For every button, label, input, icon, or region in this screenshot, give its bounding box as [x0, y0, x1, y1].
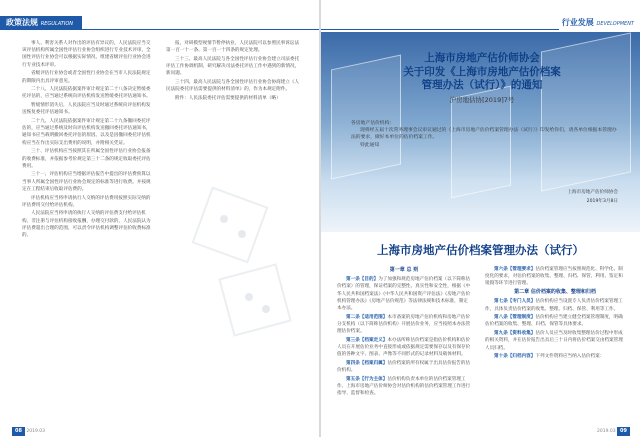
article-number: 第五条	[346, 376, 360, 382]
notice-title-line-2: 关于印发《上海市房地产估价档案	[403, 65, 561, 78]
article-text: 估价档案管理应当按照规范化、科学化、制度化的要求，对估价档案的收集、整理、归档、保管、利用、鉴定和销毁等环节进行管理。	[485, 267, 623, 287]
right-page	[321, 0, 640, 437]
right-footer	[597, 426, 630, 437]
article-number: 第六条	[494, 267, 508, 272]
article-number: 第一条	[346, 277, 360, 283]
section-header-en: DEVELOPMENT	[596, 21, 634, 27]
section-header-development	[562, 16, 640, 30]
chapter-title: 估价档案的收集、整理和归档	[530, 289, 596, 296]
article-heading: 【管理制度】	[507, 315, 536, 321]
article-heading: 【归档内容】	[507, 354, 536, 360]
notice-closing: 特此通知	[360, 142, 380, 148]
article-heading: 【专门人员】	[507, 299, 536, 305]
page-number: 09	[617, 427, 630, 436]
dice-watermark-image	[180, 175, 300, 365]
paragraph: 人民法院应当将申请的执行人交纳的评估费支付给评估机构。非注册与评估机构接收报酬，办理交付款的，人民法院认为评估费超出合理的范围，可以责令评估机构调整评估价收费标准的。	[22, 211, 151, 239]
paragraph: 三十四、最高人民法院与各全国性评估行业协会协商建立《人民法院委托评估需要提供的材料清单》的，作为本规定附件。	[166, 80, 300, 93]
regulation-main-title: 上海市房地产估价档案管理办法（试行）	[377, 243, 584, 257]
article-text: 估价机构应当设置专人负责估价档案管理工作，具体负责估价档案的收集、整理、归档、保管、利用等工作。	[485, 299, 623, 312]
article-heading: 【档案归属】	[359, 360, 388, 366]
article-number: 第十条	[494, 354, 508, 360]
article	[485, 330, 625, 352]
notice-salutation: 各房地产估价机构：	[351, 121, 395, 126]
article	[485, 298, 625, 312]
paragraph: 报，对研模型视情节暂停执业，人民法院可以参照民事诉讼法第一百一十一条、第一百一十四条的规定处理。	[166, 41, 300, 54]
article-number: 第九条	[494, 331, 508, 337]
article-heading: 【管理要求】	[507, 267, 536, 272]
paragraph: 评估机构应当将申请执行人交纳的评估费用按照实际交纳的评估费用交付给评估机构。	[22, 195, 151, 208]
paragraph: 事人、利害关系人对作出的评估有异议的，人民法院应当交该评估机构所属全国性评估行业协会组织进行专业技术评审，全国性评估行业协会可以根据实际情况，组建省级评估行业协会进行专业技术评审。	[22, 41, 151, 68]
notice-text: 现将经五届十次常务理事会议审议通过的《上海市房地产估价档案管理办法（试行）》印发给你们，请各单位根据本管理办法的要求，做好本单位的估价档案工作。	[351, 128, 617, 141]
notice-title-block	[357, 52, 607, 104]
article-number: 第三条	[346, 337, 360, 343]
right-column-2	[485, 266, 625, 362]
chapter-heading: 第一章 总 则	[389, 267, 419, 273]
paragraph: 三十一、评估机构应当增据评估报告中提出的评估费预算以当事人所属全国性评估行业协会规定的标准等进行收费。并按规定在工程结束后收取评估费的。	[22, 172, 151, 192]
article-heading: 【行为主体】	[359, 376, 388, 382]
section-header-label: 行业发展	[561, 18, 594, 27]
footer-issue: 2019.03	[596, 429, 616, 434]
article-number: 第八条	[494, 315, 508, 321]
right-column-1	[337, 266, 471, 399]
article	[337, 337, 471, 359]
article	[485, 353, 625, 360]
left-footer	[12, 426, 45, 437]
article-heading: 【适用范围】	[359, 314, 388, 320]
article-text: 估价机构负责本单位的估价档案管理工作。上海市房地产估价师协会对估价机构的估价档案管理工作进行指导、监督和检查。	[337, 376, 471, 397]
notice-title-line-1: 上海市房地产估价师协会	[424, 52, 540, 64]
article-text: 估价机构应当建立健全档案管理制度，明确估价档案的收集、整理、归档、保管等具体要求。	[485, 315, 623, 328]
paragraph: 三十三、最高人民法院与各全国性评估行业协会建立司法委托评估工作协调机制，研究解决司法委托评估工作中遇到的新情况，新问题。	[166, 56, 300, 77]
article-heading: 【目的】	[359, 277, 379, 283]
left-page	[0, 0, 319, 437]
article	[485, 314, 625, 328]
article-number: 第二条	[346, 314, 360, 320]
article	[337, 376, 471, 398]
header-rule	[82, 29, 319, 30]
article-text: 为了加强和规范房地产估价档案（以下简称估价档案）的管理，保证档案的完整性、真实性和安全性，根据《中华人民共和国档案法》《中华人民共和国资产评估法》《房地产估价机构管理办法》《房地产估价规范》等法律法规和技术标准，制定本办法。	[337, 277, 471, 312]
paragraph: 省级评估行业协会或者全国性行业协会在当市人民法院规定的期限内出具评审意见。	[22, 71, 151, 84]
article-text: 估价档案的所有权属于出具估价报告的估价机构。	[337, 360, 471, 374]
section-header-en: REGULATION	[40, 21, 74, 27]
article-text: 估价人员应当及时收集整理估价过程中形成的相关资料，并在估价报告出具后三十日内将估价档案交由档案管理人员归档。	[485, 331, 623, 351]
article	[337, 276, 471, 312]
article-text: 本办法所称估价档案是指估价机构和估价人员在开展估价业务中直接形成或依据规定需要保存以及有保存价值的各种文字、图表、声像等不同形式的记录材料及载体材料。	[337, 337, 471, 358]
article-text: 本市备案的房地产估价机构和房地产估价分支机构（以下简称估价机构）开展估价业务，应当按照本办法管理估价档案。	[337, 314, 471, 335]
notice-title-line-3: 管理办法（试行）》的通知	[421, 79, 543, 91]
paragraph: 三十、评估机构应当按照其在所属全国性评估行业协会报备的收费标准，并依据参考价规定第三十二条的规定收取委托评估费用。	[22, 149, 151, 169]
header-rule	[321, 29, 559, 30]
left-column-2	[166, 40, 300, 104]
document-number: 沪房地估协[2019]7号	[449, 95, 515, 104]
paragraph: 附件：人民法院委托评估需要提供的材料清单（略）	[175, 95, 281, 101]
paragraph: 二十九、人民法院依据案件审计规定第二十九条撤回委托评估的，应当通过系统及时向评估机构发送撤回委托评估通知书，通知书应当载明撤回委托评估的原因。以及是因撤回委托评估机构应当在作出实际支出费用的说明，并附相关凭证。	[22, 119, 151, 146]
article-number: 第四条	[346, 360, 360, 366]
chapter-heading	[485, 289, 625, 296]
notice-body	[351, 120, 619, 149]
article-number: 第七条	[494, 299, 508, 305]
page-number: 08	[12, 427, 25, 436]
article	[337, 314, 471, 336]
article	[337, 360, 471, 374]
article	[485, 266, 625, 288]
footer-issue: 2019.03	[26, 429, 46, 434]
section-header-label: 政策法规	[6, 18, 38, 27]
paragraph: 二十八、人民法院依据案件审计规定第二十八条决定暂缓委托评估的，应当通过系统向评估机构发送暂缓委托评估通知书。	[22, 87, 151, 100]
left-column-1	[22, 40, 154, 241]
article-heading: 【档案定义】	[359, 337, 388, 343]
article-text: 下列文件资料应当纳入估价档案：	[535, 354, 605, 360]
section-header-regulation	[0, 16, 82, 30]
signature-date: 2019年3月8日	[586, 199, 618, 204]
signature-org: 上海市房地产估价师协会	[567, 190, 618, 195]
chapter-number: 第二章	[514, 289, 531, 296]
paragraph: 暂缓情形消失后，人民法院应当及时通过系统向评估机构发送恢复委托评估通知书。	[22, 103, 151, 116]
article-heading: 【资料收集】	[507, 331, 536, 337]
